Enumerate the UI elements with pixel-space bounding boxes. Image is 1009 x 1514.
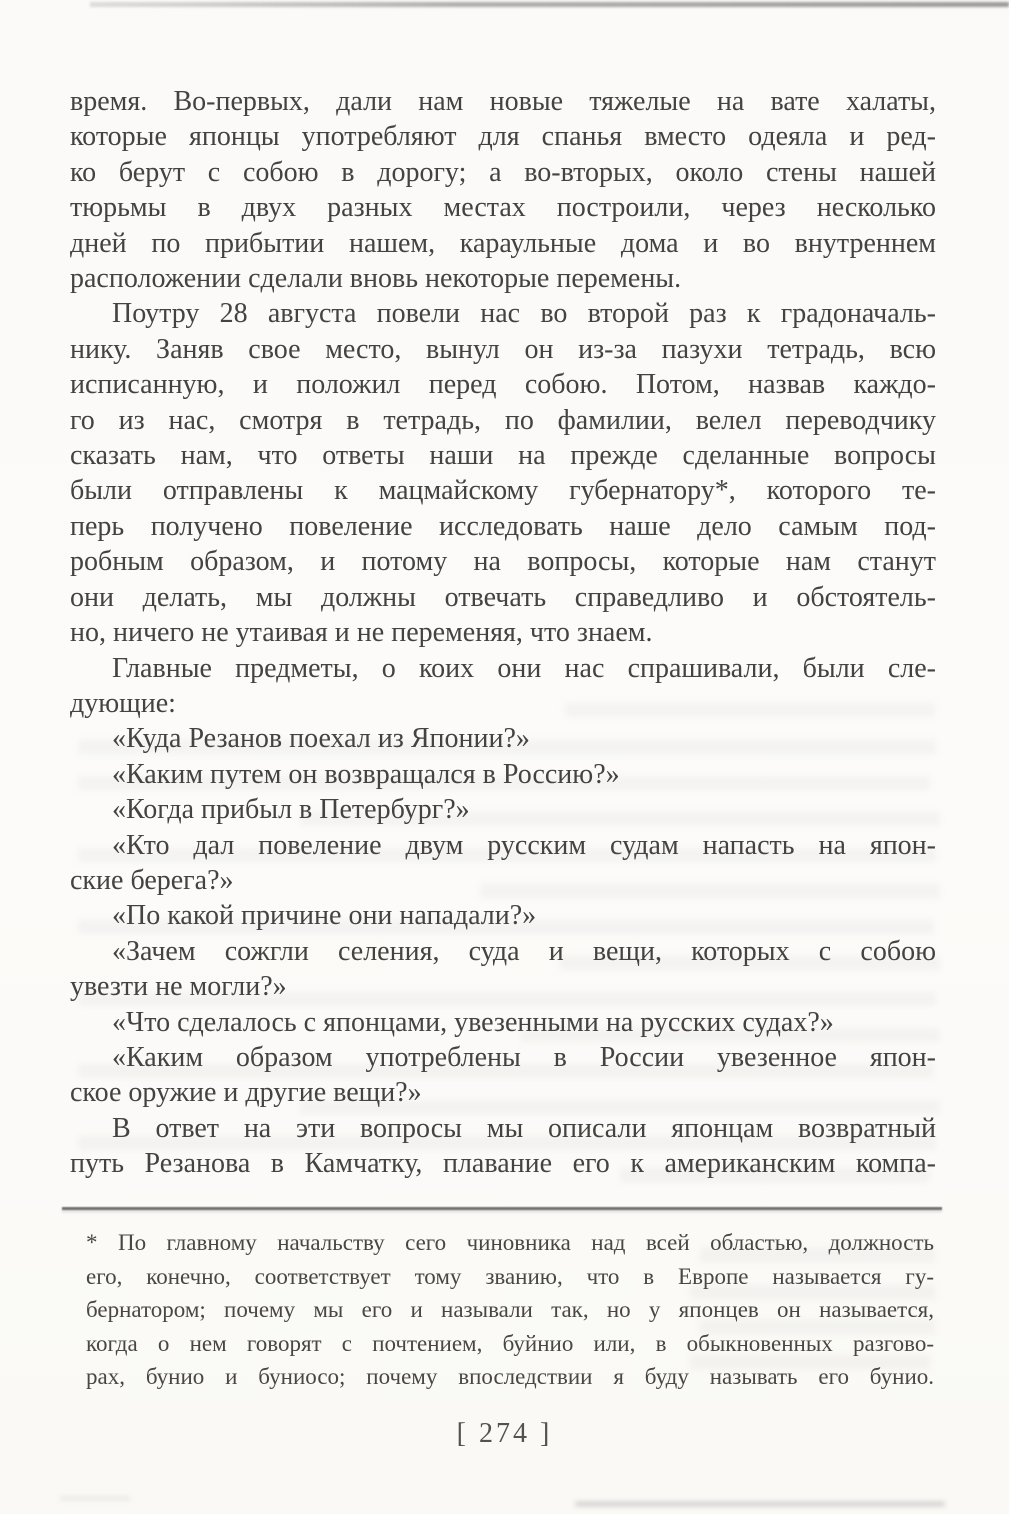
text-line: В ответ на эти вопросы мы описали японцам возвратный bbox=[112, 1112, 936, 1144]
text-line: бернатором; почему мы его и называли так, но у японцев он называется, bbox=[86, 1297, 934, 1322]
text-line: го из нас, смотря в тетрадь, по фамилии, велел переводчику bbox=[70, 404, 936, 436]
text-line: «Куда Резанов поехал из Японии?» bbox=[112, 723, 530, 755]
text-line: они делать, мы должны отвечать справедливо и обстоятель- bbox=[70, 581, 936, 613]
text-line: увезти не могли?» bbox=[70, 971, 287, 1003]
text-line: «Когда прибыл в Петербург?» bbox=[112, 794, 470, 826]
footnote-separator bbox=[62, 1207, 942, 1210]
text-line: робным образом, и потому на вопросы, которые нам станут bbox=[70, 546, 936, 578]
text-line: были отправлены к мацмайскому губернатору*, которого те- bbox=[70, 475, 936, 507]
text-line: перь получено повеление исследовать наше дело самым под- bbox=[70, 510, 936, 542]
text-line: которые японцы употребляют для спанья вместо одеяла и ред- bbox=[70, 121, 936, 153]
paragraph bbox=[86, 1226, 934, 1394]
paragraph bbox=[70, 296, 936, 650]
text-line: «Зачем сожгли селения, суда и вещи, которых с собою bbox=[112, 935, 936, 967]
text-line: путь Резанова в Камчатку, плавание его к американским компа- bbox=[70, 1148, 936, 1180]
text-line: ские берега?» bbox=[70, 864, 234, 896]
text-line: Главные предметы, о коих они нас спрашивали, были сле- bbox=[112, 652, 936, 684]
text-line: тюрьмы в двух разных местах построили, через несколько bbox=[70, 192, 936, 224]
scan-noise-artifact bbox=[575, 1501, 945, 1507]
paragraph bbox=[70, 1040, 936, 1111]
text-line: время. Во-первых, дали нам новые тяжелые на вате халаты, bbox=[70, 86, 936, 117]
text-line: но, ничего не утаивая и не переменяя, что знаем. bbox=[70, 617, 653, 649]
paragraph bbox=[70, 792, 936, 827]
text-line: расположении сделали вновь некоторые перемены. bbox=[70, 263, 682, 295]
paragraph bbox=[70, 898, 936, 933]
text-line: «Каким путем он возвращался в Россию?» bbox=[112, 758, 620, 790]
text-line: «По какой причине они нападали?» bbox=[112, 900, 537, 932]
text-line: «Что сделалось с японцами, увезенными на русских судах?» bbox=[112, 1006, 834, 1038]
text-line: когда о нем говорят с почтением, буйнио или, в обыкновенных разгово- bbox=[86, 1330, 934, 1356]
text-line: ко берут с собою в дорогу; а во-вторых, около стены нашей bbox=[70, 156, 936, 188]
text-line: «Каким образом употреблены в России увезенное япон- bbox=[112, 1041, 936, 1073]
paragraph bbox=[70, 934, 936, 1005]
text-line: дней по прибытии нашем, караульные дома и во внутреннем bbox=[70, 227, 936, 259]
text-line: нику. Заняв свое место, вынул он из-за пазухи тетрадь, всю bbox=[70, 333, 936, 365]
paragraph bbox=[70, 84, 936, 296]
text-line: ское оружие и другие вещи?» bbox=[70, 1077, 422, 1109]
scan-noise-artifact bbox=[60, 1496, 130, 1501]
page-number: [ 274 ] bbox=[456, 1418, 553, 1449]
paragraph bbox=[70, 651, 936, 722]
text-line: рах, бунио и буниосо; почему впоследствии я буду называть его бунио. bbox=[86, 1364, 934, 1389]
text-line: * По главному начальству сего чиновника над всей областью, должность bbox=[86, 1230, 934, 1255]
paragraph bbox=[70, 721, 936, 756]
text-line: «Кто дал повеление двум русским судам напасть на япон- bbox=[112, 829, 936, 861]
text-line: его, конечно, соответствует тому званию, что в Европе называется гу- bbox=[86, 1263, 934, 1289]
main-text bbox=[70, 84, 936, 1182]
paragraph bbox=[70, 1111, 936, 1182]
paragraph bbox=[70, 757, 936, 792]
text-line: сказать нам, что ответы наши на прежде сделанные вопросы bbox=[70, 440, 936, 472]
text-line: Поутру 28 августа повели нас во второй раз к градоначаль- bbox=[112, 298, 936, 330]
paragraph bbox=[70, 1005, 936, 1040]
text-line: исписанную, и положил перед собою. Потом, назвав каждо- bbox=[70, 369, 936, 401]
scan-edge-artifact bbox=[90, 2, 1009, 7]
footnote bbox=[86, 1226, 934, 1394]
paragraph bbox=[70, 828, 936, 899]
text-line: дующие: bbox=[70, 687, 176, 719]
